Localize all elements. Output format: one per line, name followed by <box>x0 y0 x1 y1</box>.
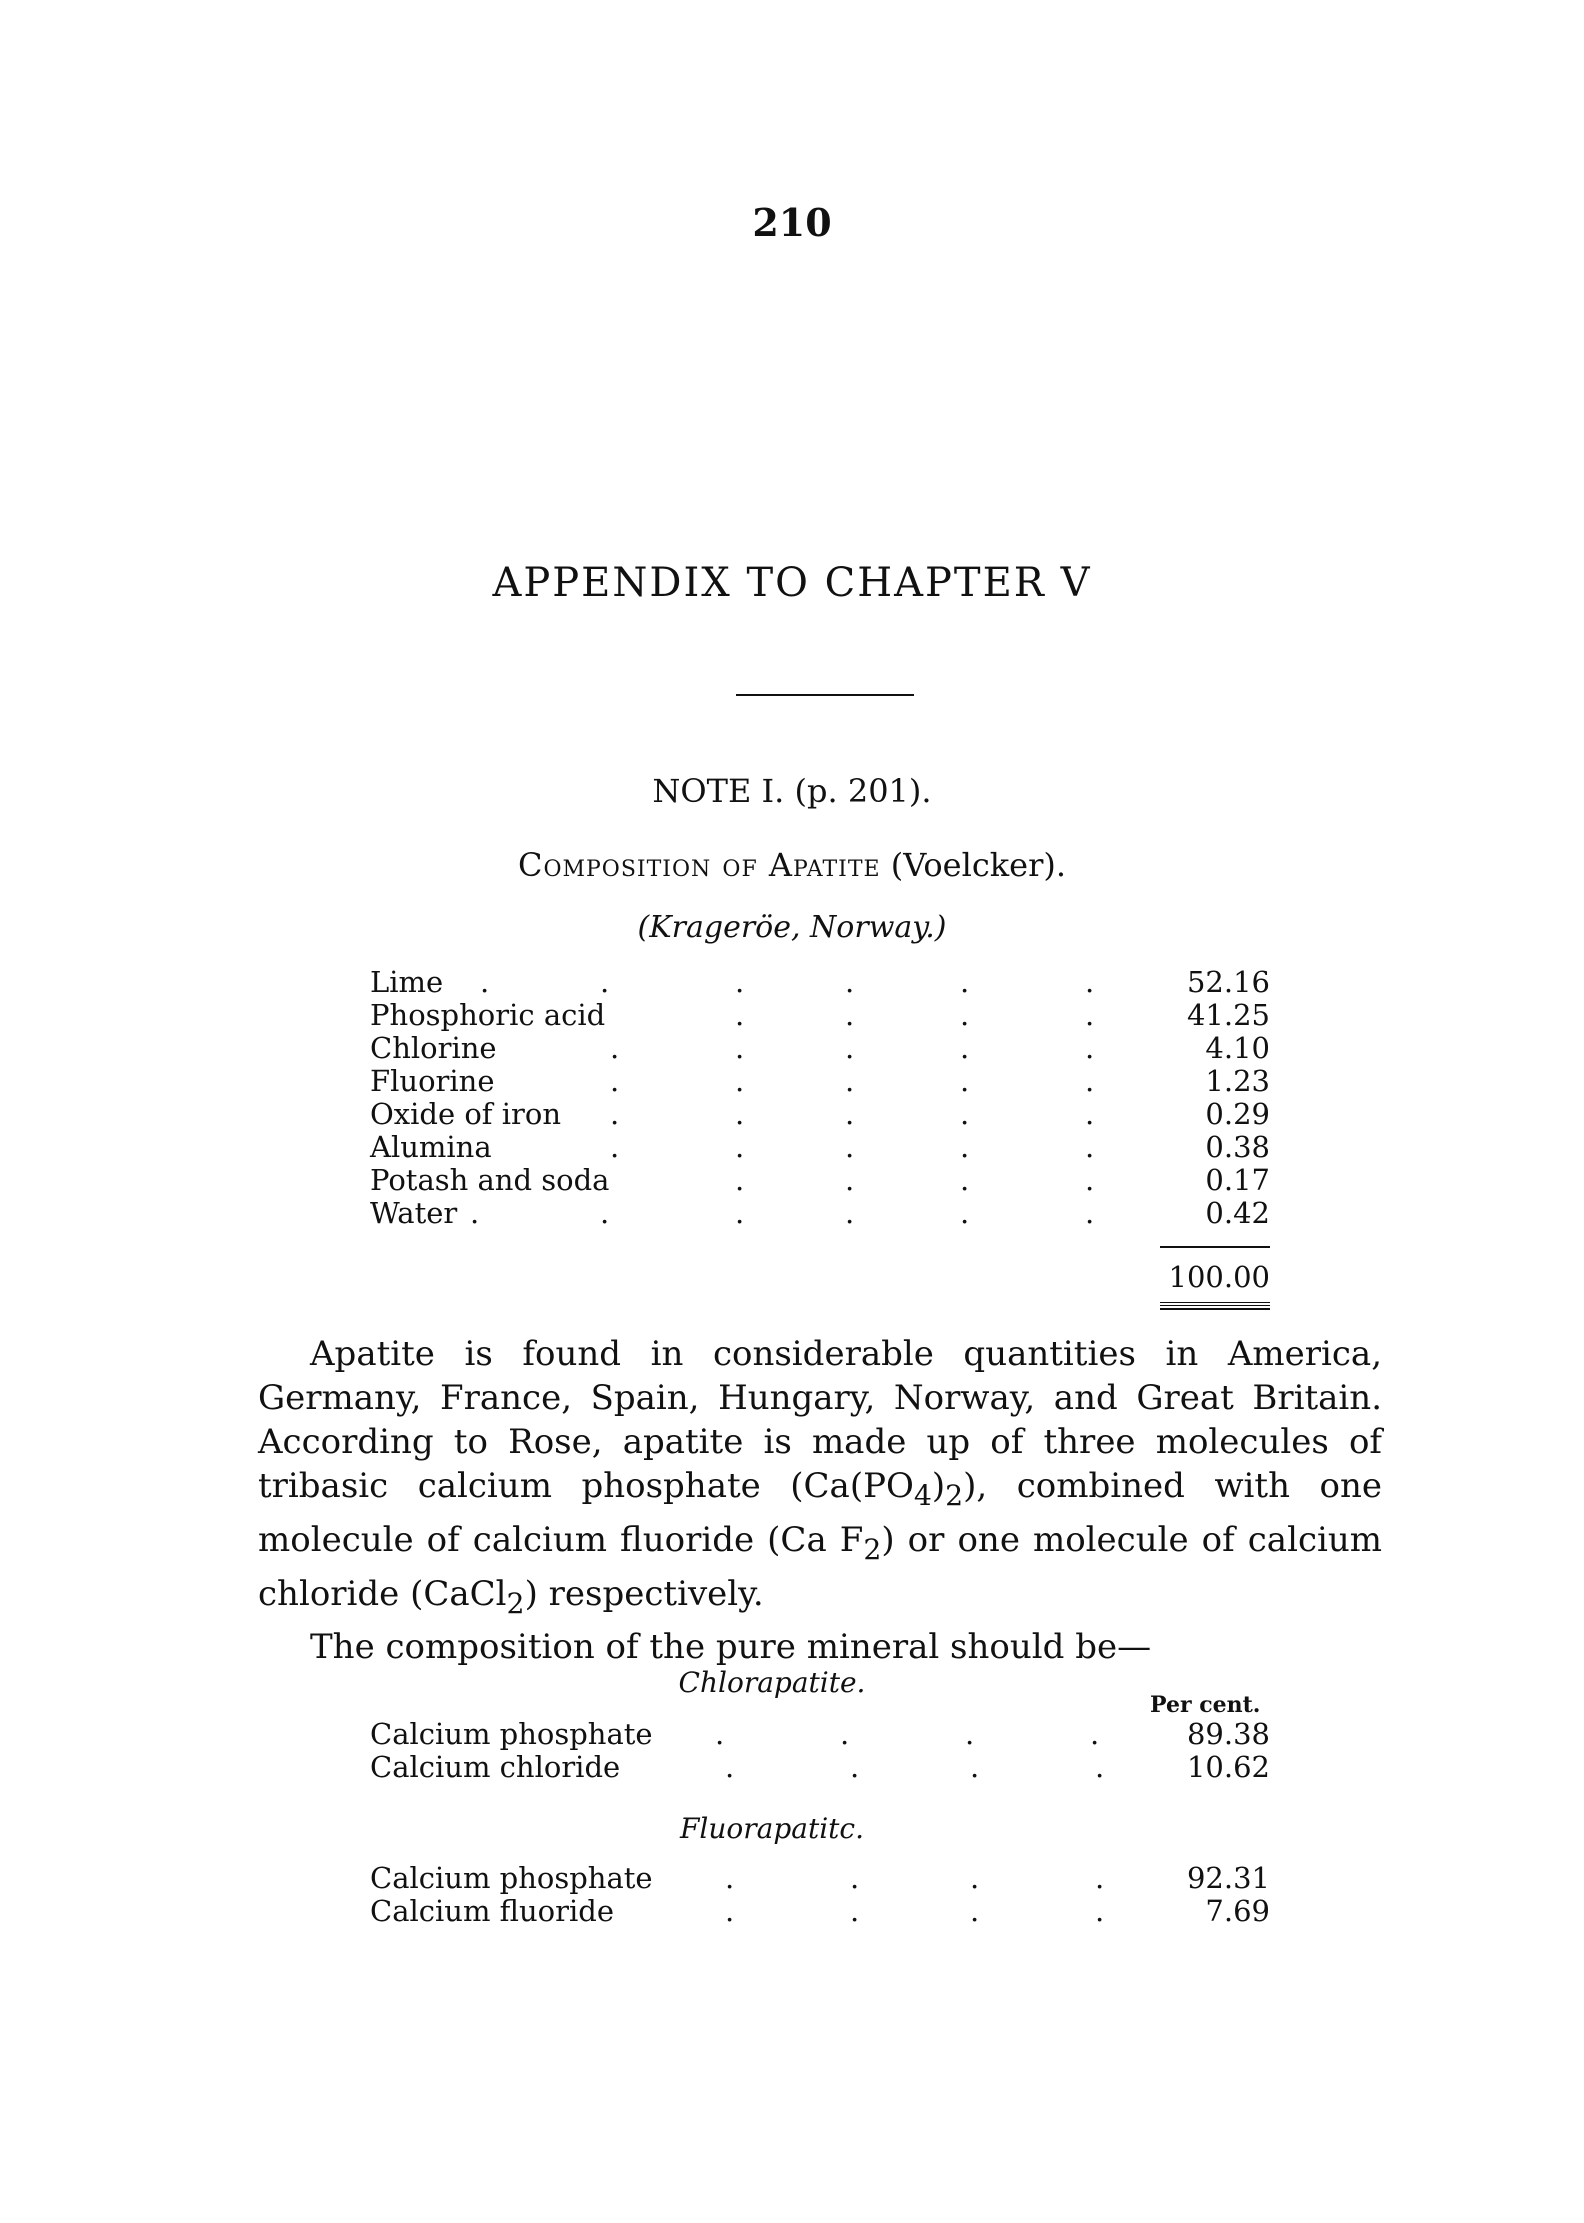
paragraph-composition: The composition of the pure mineral should be— <box>310 1627 1152 1668</box>
subscript: 4 <box>913 1478 932 1512</box>
appendix-title: APPENDIX TO CHAPTER V <box>492 560 1092 606</box>
leader-dots: . . . . <box>715 1717 1100 1751</box>
text-run: ) respectively. <box>524 1573 764 1614</box>
note-heading: NOTE I. (p. 201). <box>652 772 932 810</box>
row-value: 10.62 <box>1186 1750 1270 1784</box>
table-row <box>370 966 1270 999</box>
chlorapatite-heading: Chlorapatite. <box>678 1666 866 1699</box>
subscript: 2 <box>945 1478 964 1512</box>
text-run: ), combined with one molecule of calcium fluoride (Ca F <box>258 1466 1382 1560</box>
leader-dots: . . . . . . <box>470 1196 1095 1230</box>
row-value: 52.16 <box>1186 965 1270 999</box>
table-row <box>370 1164 1270 1197</box>
text-run: ) <box>931 1466 946 1506</box>
leader-dots: . . . . . <box>610 1097 1095 1131</box>
row-value: 0.42 <box>1205 1196 1270 1230</box>
body-text <box>258 1332 1382 1669</box>
row-label: Phosphoric acid <box>370 998 606 1032</box>
page-number: 210 <box>752 200 832 245</box>
chlorapatite-table <box>370 1718 1270 1784</box>
composition-heading-text: Composition of Apatite <box>517 846 881 884</box>
row-label: Water <box>370 1196 458 1230</box>
leader-dots: . . . . <box>735 998 1095 1032</box>
row-value: 7.69 <box>1205 1894 1270 1928</box>
row-label: Oxide of iron <box>370 1097 562 1131</box>
table-row <box>370 1862 1270 1895</box>
leader-dots: . . . . <box>735 1163 1095 1197</box>
row-label: Calcium chloride <box>370 1750 621 1784</box>
row-label: Potash and soda <box>370 1163 610 1197</box>
title-divider <box>736 694 914 696</box>
table-row <box>370 1718 1270 1751</box>
table-row <box>370 1131 1270 1164</box>
table-row <box>370 1751 1270 1784</box>
row-label: Fluorine <box>370 1064 495 1098</box>
row-value: 89.38 <box>1186 1717 1270 1751</box>
row-value: 92.31 <box>1186 1861 1270 1895</box>
fluorapatite-table <box>370 1862 1270 1928</box>
total-double-rule <box>1160 1302 1270 1310</box>
leader-dots: . . . . . . <box>480 965 1095 999</box>
leader-dots: . . . . . <box>610 1031 1095 1065</box>
leader-dots: . . . . . <box>610 1064 1095 1098</box>
paragraph-apatite <box>258 1332 1382 1625</box>
row-value: 0.29 <box>1205 1097 1270 1131</box>
text-run: Apatite is found in considerable quantities in America, Germany, France, Spain, Hungary, Norway, and Great Britain. According to Rose, apatite is made up of three molecules of tribasic calcium phosphate (Ca(PO <box>258 1334 1382 1506</box>
table-row <box>370 1032 1270 1065</box>
composition-heading <box>0 846 1584 884</box>
row-value: 41.25 <box>1186 998 1270 1032</box>
percent-column-heading: Per cent. <box>1150 1692 1261 1718</box>
table-row <box>370 1895 1270 1928</box>
table-total: 100.00 <box>1168 1260 1270 1294</box>
row-value: 1.23 <box>1205 1064 1270 1098</box>
apatite-composition-table <box>370 966 1270 1230</box>
row-label: Lime <box>370 965 444 999</box>
place-subtitle: (Krageröe, Norway.) <box>637 910 947 945</box>
row-value: 0.38 <box>1205 1130 1270 1164</box>
subscript: 2 <box>506 1586 525 1620</box>
composition-source: (Voelcker). <box>890 846 1067 884</box>
table-row <box>370 1098 1270 1131</box>
leader-dots: . . . . . <box>610 1130 1095 1164</box>
text-run: ) or one molecule of calcium chloride (CaCl <box>258 1519 1382 1614</box>
leader-dots: . . . . <box>725 1861 1105 1895</box>
row-label: Alumina <box>370 1130 492 1164</box>
subscript: 2 <box>863 1532 882 1566</box>
row-label: Calcium phosphate <box>370 1861 653 1895</box>
leader-dots: . . . . <box>725 1894 1105 1928</box>
fluorapatite-heading: Fluorapatitc. <box>679 1812 864 1845</box>
table-row <box>370 1065 1270 1098</box>
row-value: 0.17 <box>1205 1163 1270 1197</box>
table-row <box>370 1197 1270 1230</box>
table-row <box>370 999 1270 1032</box>
row-label: Chlorine <box>370 1031 497 1065</box>
row-label: Calcium phosphate <box>370 1717 653 1751</box>
row-value: 4.10 <box>1205 1031 1270 1065</box>
leader-dots: . . . . <box>725 1750 1105 1784</box>
total-rule <box>1160 1246 1270 1248</box>
row-label: Calcium fluoride <box>370 1894 615 1928</box>
